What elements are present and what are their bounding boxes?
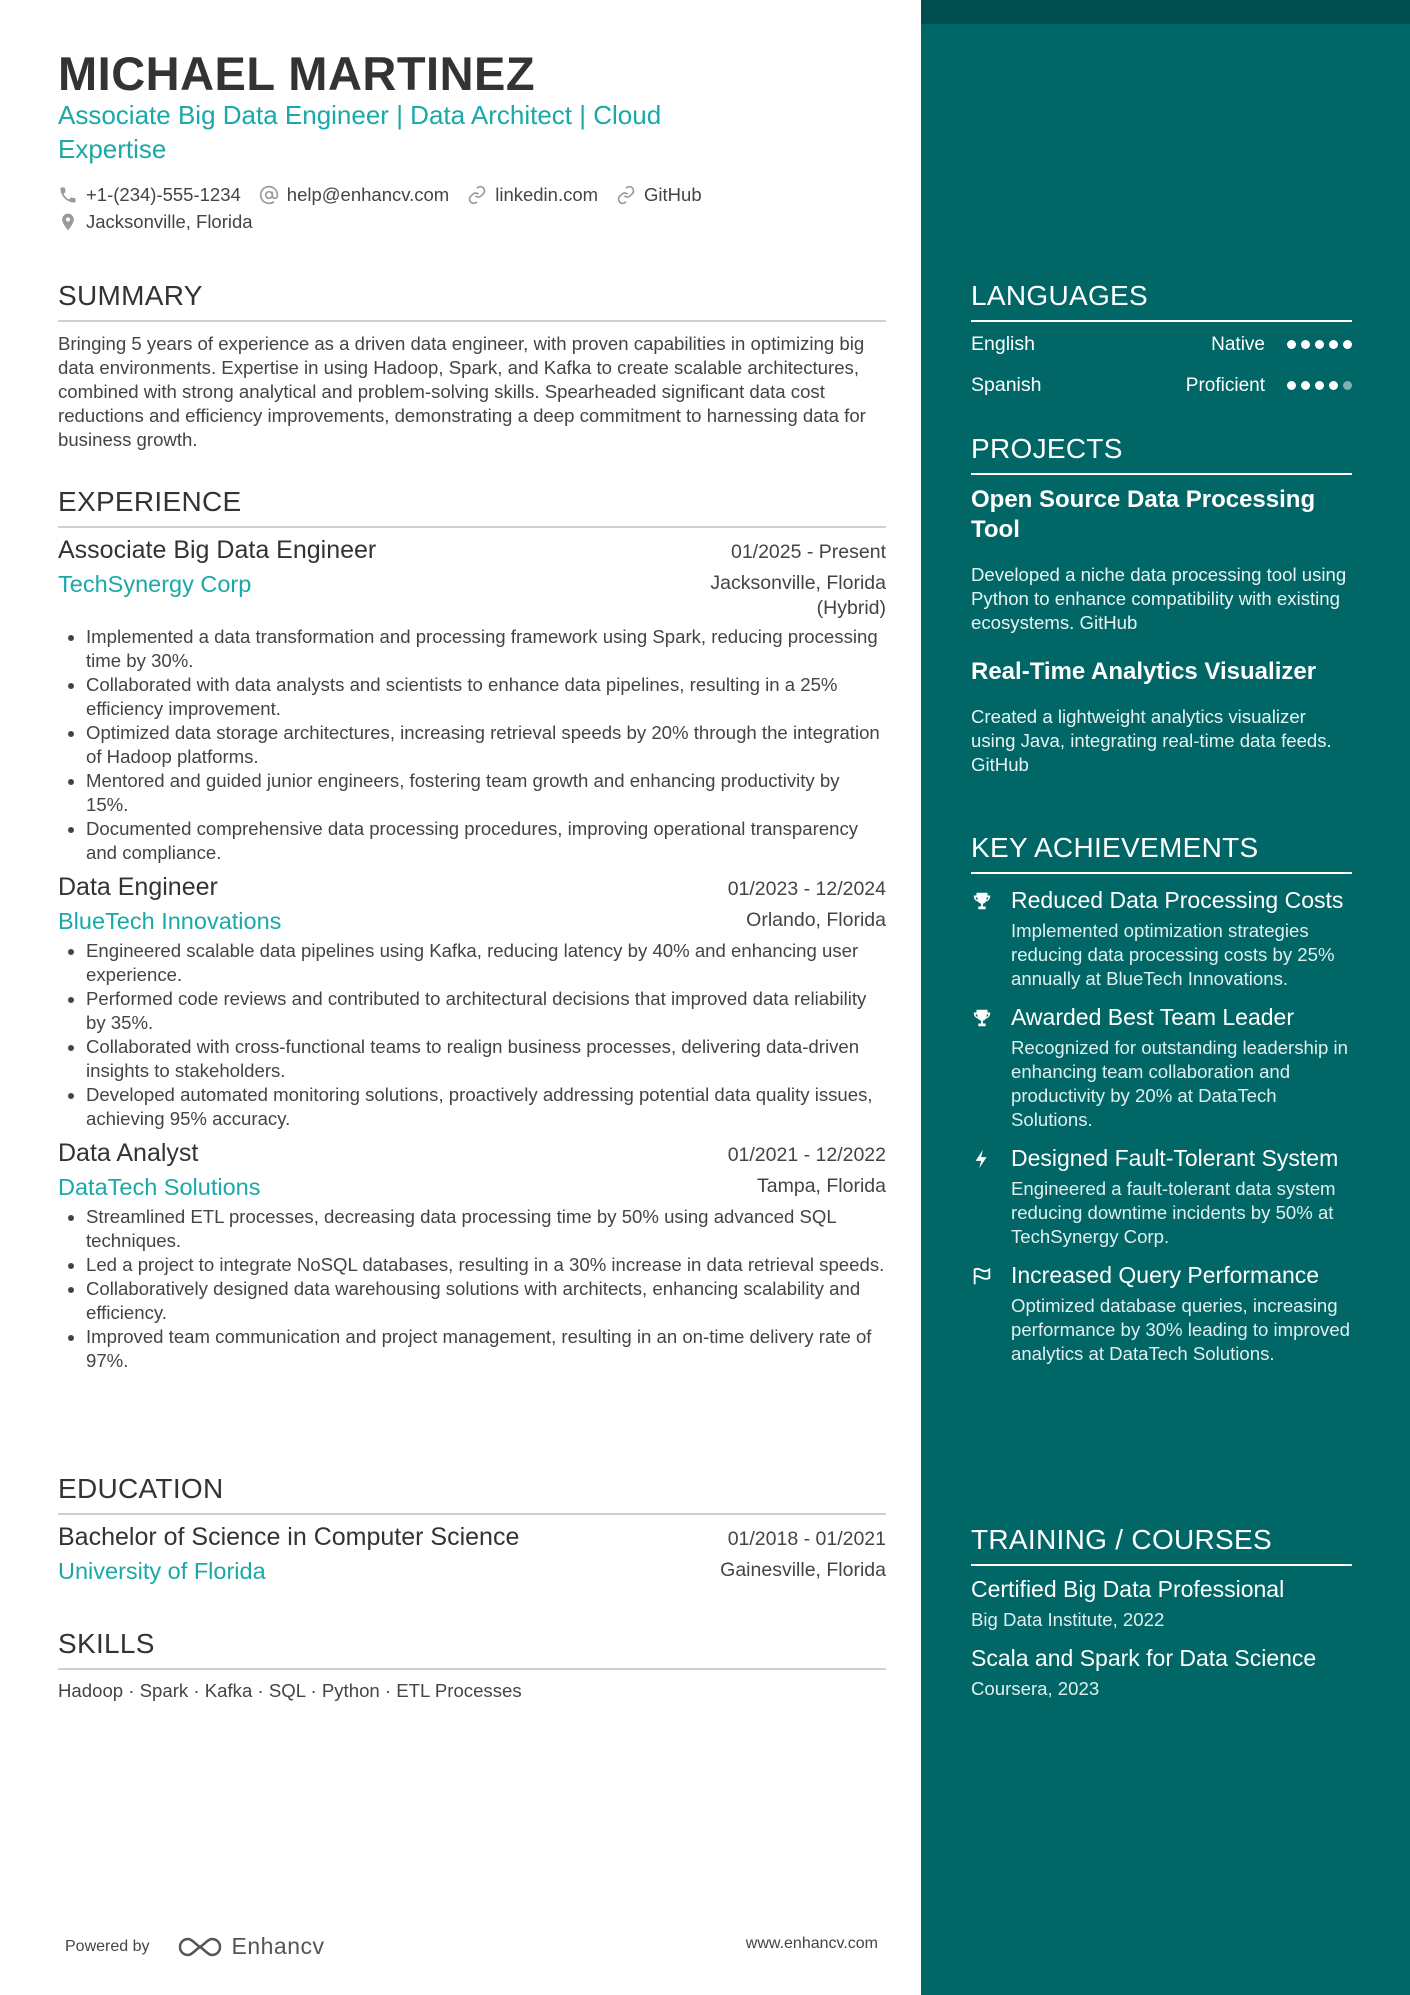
project-item (971, 485, 1352, 635)
rating-dot (1329, 340, 1338, 349)
course-item (971, 1576, 1352, 1631)
candidate-title: Associate Big Data Engineer | Data Architect | Cloud Expertise (58, 100, 662, 164)
achievement-item (971, 1261, 1352, 1366)
phone-icon (58, 185, 78, 205)
rating-dot (1343, 340, 1352, 349)
job-role: Data Engineer (58, 873, 218, 901)
language-level: Proficient (1185, 374, 1265, 396)
job-bullets (58, 625, 886, 865)
contact-github[interactable] (616, 184, 702, 206)
job-role: Associate Big Data Engineer (58, 536, 377, 564)
job-bullet: • Documented comprehensive data processing procedures, improving operational transparency and compliance. (86, 817, 886, 865)
education-date: 01/2018 - 01/2021 (727, 1528, 886, 1550)
project-description: Developed a niche data processing tool using Python to enhance compatibility with existing ecosystems. GitHub (971, 564, 1347, 633)
project-title: Open Source Data Processing Tool (971, 486, 1316, 543)
job-bullet: • Improved team communication and project management, resulting in an on-time delivery rate of 97%. (86, 1325, 886, 1373)
education-entry (58, 1523, 886, 1585)
rating-dot (1301, 340, 1310, 349)
contact-linkedin[interactable] (467, 184, 598, 206)
trophy-icon (971, 1007, 993, 1029)
main-column (58, 0, 886, 1995)
language-name: English (971, 333, 1035, 355)
achievement-description: Optimized database queries, increasing performance by 30% leading to improved analytics at DataTech Solutions. (1011, 1295, 1351, 1364)
job-entry (58, 1139, 886, 1373)
course-provider: Big Data Institute, 2022 (971, 1609, 1165, 1630)
skills-list: Hadoop · Spark · Kafka · SQL · Python · ETL Processes (58, 1680, 522, 1701)
course-title: Scala and Spark for Data Science (971, 1645, 1317, 1671)
achievements-section (971, 832, 1352, 1366)
education-location: Gainesville, Florida (720, 1559, 886, 1581)
achievement-item (971, 886, 1352, 991)
job-bullet: • Performed code reviews and contributed to architectural decisions that improved data reliability by 35%. (86, 987, 886, 1035)
training-section (971, 1524, 1352, 1700)
rating-dot (1315, 381, 1324, 390)
rating-dot (1287, 381, 1296, 390)
course-item (971, 1645, 1352, 1700)
language-level: Native (1211, 333, 1265, 355)
project-item (971, 657, 1352, 777)
rating-dot (1343, 381, 1352, 390)
job-location: Orlando, Florida (746, 909, 886, 931)
website-link[interactable]: www.enhancv.com (745, 1935, 878, 1952)
project-description: Created a lightweight analytics visualizer using Java, integrating real-time data feeds. GitHub (971, 706, 1332, 775)
education-section (58, 1473, 886, 1585)
experience-section (58, 486, 886, 1373)
experience-heading: EXPERIENCE (58, 486, 886, 528)
summary-heading: SUMMARY (58, 280, 886, 322)
at-icon (259, 185, 279, 205)
job-company: DataTech Solutions (58, 1174, 261, 1200)
job-location: Jacksonville, Florida (Hybrid) (710, 572, 886, 619)
job-bullet: • Mentored and guided junior engineers, fostering team growth and enhancing productivity by 15%. (86, 769, 886, 817)
education-heading: EDUCATION (58, 1473, 886, 1515)
powered-by-label: Powered by (65, 1937, 150, 1955)
achievement-title: Increased Query Performance (1011, 1262, 1320, 1288)
achievement-item (971, 1003, 1352, 1132)
contact-location (58, 211, 253, 233)
course-title: Certified Big Data Professional (971, 1576, 1285, 1602)
sidebar (921, 0, 1410, 1995)
job-bullet: • Optimized data storage architectures, increasing retrieval speeds by 20% through the integration of Hadoop platforms. (86, 721, 886, 769)
achievements-heading: KEY ACHIEVEMENTS (971, 832, 1352, 874)
course-provider: Coursera, 2023 (971, 1678, 1100, 1699)
job-bullet: • Engineered scalable data pipelines using Kafka, reducing latency by 40% and enhancing user experience. (86, 939, 886, 987)
achievement-description: Implemented optimization strategies reducing data processing costs by 25% annually at BlueTech Innovations. (1011, 920, 1335, 989)
projects-section (971, 433, 1352, 777)
achievement-description: Recognized for outstanding leadership in enhancing team collaboration and productivity by 20% at DataTech Solutions. (1011, 1037, 1348, 1130)
achievement-title: Reduced Data Processing Costs (1011, 887, 1344, 913)
location-text: Jacksonville, Florida (86, 210, 253, 232)
language-name: Spanish (971, 374, 1042, 396)
achievement-description: Engineered a fault-tolerant data system reducing downtime incidents by 50% at TechSynergy Corp. (1011, 1178, 1336, 1247)
achievement-item (971, 1144, 1352, 1249)
sidebar-top-band (921, 0, 1410, 24)
degree: Bachelor of Science in Computer Science (58, 1523, 520, 1551)
linkedin-text: linkedin.com (495, 183, 599, 205)
phone-text: +1-(234)-555-1234 (86, 183, 241, 205)
achievement-title: Awarded Best Team Leader (1011, 1004, 1294, 1030)
contact-info (58, 181, 818, 235)
job-date: 01/2021 - 12/2022 (727, 1144, 886, 1166)
languages-heading: LANGUAGES (971, 280, 1352, 322)
job-bullet: • Collaborated with cross-functional teams to realign business processes, delivering data-driven insights to stakeholders. (86, 1035, 886, 1083)
job-bullet: • Implemented a data transformation and processing framework using Spark, reducing processing time by 30%. (86, 625, 886, 673)
candidate-name: MICHAEL MARTINEZ (58, 47, 536, 100)
rating-dot (1301, 381, 1310, 390)
enhancv-logo-icon (176, 1934, 224, 1960)
skills-heading: SKILLS (58, 1628, 886, 1670)
location-pin-icon (58, 212, 78, 232)
flag-icon (971, 1265, 993, 1287)
project-title: Real-Time Analytics Visualizer (971, 658, 1317, 685)
languages-section (971, 280, 1352, 406)
job-bullets (58, 939, 886, 1131)
language-row (971, 324, 1352, 365)
job-bullet: • Collaboratively designed data warehousing solutions with architects, enhancing scalability and efficiency. (86, 1277, 886, 1325)
projects-heading: PROJECTS (971, 433, 1352, 475)
job-entry (58, 536, 886, 865)
language-row (971, 365, 1352, 406)
link-icon (467, 185, 487, 205)
achievement-title: Designed Fault-Tolerant System (1011, 1145, 1339, 1171)
contact-email[interactable] (259, 184, 449, 206)
skills-section (58, 1628, 886, 1702)
github-text: GitHub (644, 183, 702, 205)
rating-dot (1329, 381, 1338, 390)
email-text: help@enhancv.com (286, 183, 450, 205)
school-name: University of Florida (58, 1558, 266, 1584)
job-bullet: • Developed automated monitoring solutions, proactively addressing potential data quality issues, achieving 95% accuracy. (86, 1083, 886, 1131)
training-heading: TRAINING / COURSES (971, 1524, 1352, 1566)
job-date: 01/2023 - 12/2024 (727, 878, 886, 900)
language-rating (1287, 340, 1352, 349)
job-company: BlueTech Innovations (58, 908, 282, 934)
contact-phone[interactable] (58, 184, 241, 206)
enhancv-brand: Enhancv (231, 1933, 325, 1959)
job-bullet: • Led a project to integrate NoSQL databases, resulting in a 30% increase in data retrieval speeds. (86, 1253, 886, 1277)
job-bullets (58, 1205, 886, 1373)
job-company: TechSynergy Corp (58, 571, 252, 597)
job-entry (58, 873, 886, 1131)
language-rating (1287, 381, 1352, 390)
link-icon (616, 185, 636, 205)
summary-text: Bringing 5 years of experience as a driven data engineer, with proven capabilities in optimizing big data environments. Expertise in using Hadoop, Spark, and Kafka to create scalable architectures, combined with strong analytical and problem-solving skills. Spearheaded significant data cost reductions and efficiency improvements, demonstrating a deep commitment to harnessing data for business growth. (58, 333, 866, 450)
job-bullet: • Streamlined ETL processes, decreasing data processing time by 50% using advanced SQL techniques. (86, 1205, 886, 1253)
job-role: Data Analyst (58, 1139, 199, 1167)
rating-dot (1287, 340, 1296, 349)
job-location: Tampa, Florida (757, 1175, 886, 1197)
job-date: 01/2025 - Present (730, 541, 886, 563)
summary-section (58, 280, 886, 452)
lightning-icon (971, 1148, 993, 1170)
job-bullet: • Collaborated with data analysts and scientists to enhance data pipelines, resulting in a 25% efficiency improvement. (86, 673, 886, 721)
powered-by (65, 1933, 325, 1960)
trophy-icon (971, 890, 993, 912)
rating-dot (1315, 340, 1324, 349)
